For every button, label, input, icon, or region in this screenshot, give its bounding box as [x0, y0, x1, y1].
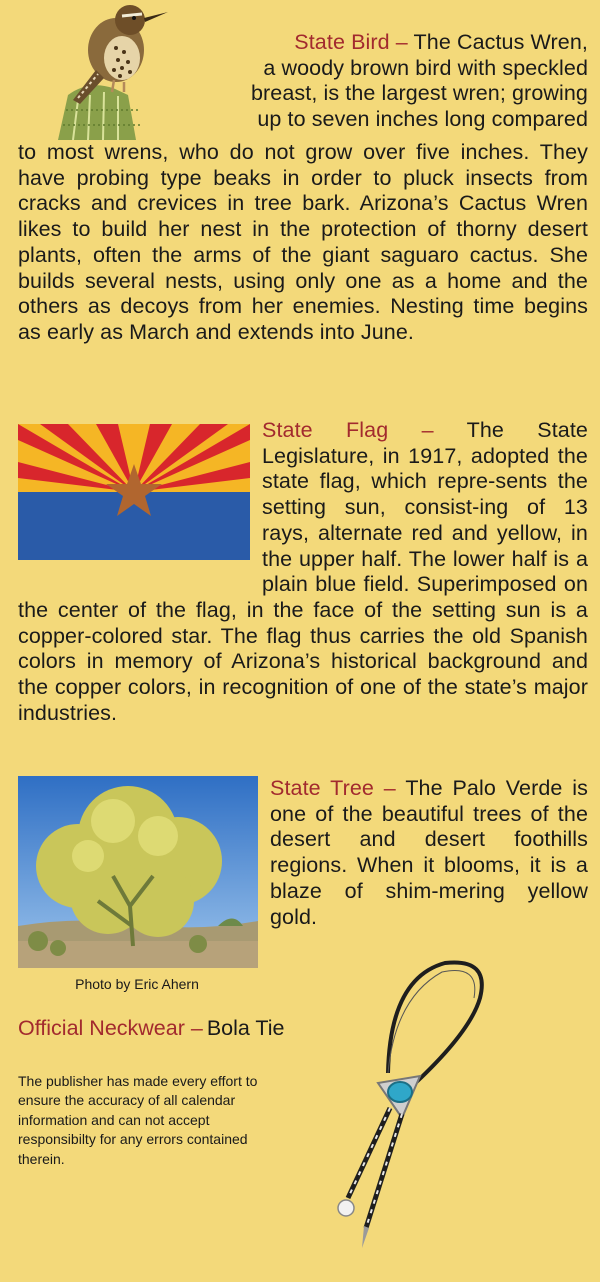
palo-verde-photo — [18, 776, 258, 968]
state-flag-section — [18, 418, 588, 726]
bird-line-2: a woody brown bird with speckled — [263, 55, 588, 80]
bird-line-1: State Bird – The Cactus Wren, — [294, 30, 588, 54]
tree-photo-wrap — [18, 776, 258, 992]
tree-paragraph: The Palo Verde is one of the beautiful trees of the desert and desert foothills regions. When it blooms, it is a blaze of shim-mering yellow gold. — [270, 776, 589, 929]
bird-line-3: breast, is the largest wren; growing — [250, 81, 588, 106]
bird-line-4: up to seven inches long compared — [257, 107, 588, 132]
publisher-disclaimer: The publisher has made every effort to ensure the accuracy of all calendar information and can not accept responsibilty for any errors contained therein. — [18, 1073, 258, 1167]
flag-paragraph: The State Legislature, in 1917, adopted the state flag, which repre-sents the setting sun, consist-ing of 13 rays, alternate red and yellow, in the upper half. The lower half is a plain blue field. Superimposed on the center of the flag, in the face of the setting sun is a copper-colored star. The flag thus carries the old Spanish colors in memory of Arizona’s historical background and the copper colors, in recognition of one of the state’s major industries. — [18, 418, 588, 725]
cactus-wren-illustration — [18, 0, 188, 140]
state-bird-heading: State Bird – — [294, 30, 408, 54]
state-tree-heading: State Tree – — [270, 776, 396, 800]
tree-photo-caption: Photo by Eric Ahern — [75, 976, 199, 992]
bird-paragraph: to most wrens, who do not grow over five inches. They have probing type beaks in order to pluck insects from cracks and crevices in tree bark. Arizona’s Cactus Wren likes to build her nest in the protection of thorny desert plants, often the arms of the giant saguaro cactus. She builds several nests, using only one as a home and the others as decoys from her enemies. Nesting time begins as early as March and extends into June. — [18, 140, 588, 344]
arizona-flag-image — [18, 424, 250, 560]
official-neckwear-heading: Official Neckwear – — [18, 1016, 203, 1040]
official-neckwear-line — [18, 1016, 285, 1041]
official-neckwear-value: Bola Tie — [206, 1016, 285, 1040]
state-bird-section — [18, 0, 588, 346]
state-flag-heading: State Flag – — [262, 418, 434, 442]
bola-tie-illustration — [270, 958, 510, 1258]
